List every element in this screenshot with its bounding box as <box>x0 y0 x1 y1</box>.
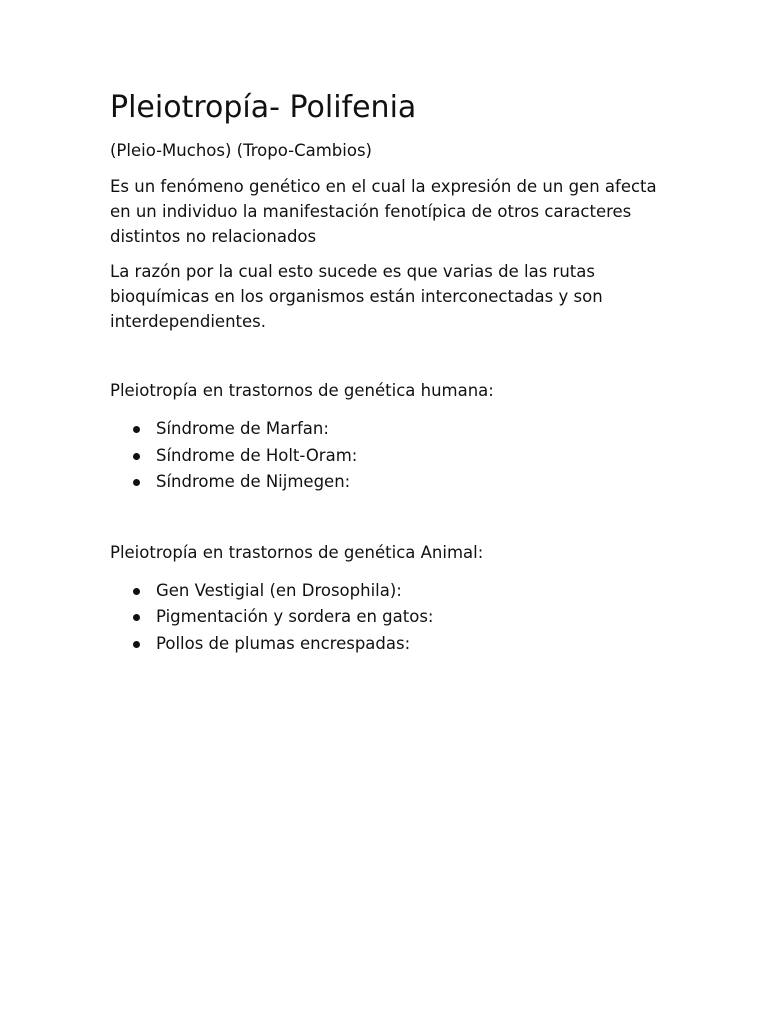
bullet-icon <box>133 641 140 648</box>
document-body <box>110 88 670 657</box>
bullet-icon <box>133 588 140 595</box>
list-item <box>110 469 670 496</box>
bullet-icon <box>133 453 140 460</box>
bullet-icon <box>133 614 140 621</box>
list-item-text: Síndrome de Marfan: <box>156 419 329 438</box>
animal-disorders-list <box>110 578 670 658</box>
bullet-icon <box>133 426 140 433</box>
bullet-icon <box>133 479 140 486</box>
list-item <box>110 443 670 470</box>
list-item <box>110 604 670 631</box>
document-subtitle: (Pleio-Muchos) (Tropo-Cambios) <box>110 141 372 160</box>
list-item-text: Síndrome de Nijmegen: <box>156 472 351 491</box>
explanation-paragraph: La razón por la cual esto sucede es que varias de las rutas bioquímicas en los organismos están interconectadas y son interdependientes. <box>110 262 603 331</box>
animal-disorders-heading: Pleiotropía en trastornos de genética Animal: <box>110 542 484 562</box>
human-disorders-list <box>110 416 670 496</box>
list-item-text: Gen Vestigial (en Drosophila): <box>156 580 402 600</box>
list-item-text: Pollos de plumas encrespadas: <box>156 633 411 653</box>
list-item-text: Pigmentación y sordera en gatos: <box>156 607 434 626</box>
definition-paragraph: Es un fenómeno genético en el cual la expresión de un gen afecta en un individuo la manifestación fenotípica de otros caracteres distintos no relacionados <box>110 177 657 246</box>
document-title: Pleiotropía- Polifenia <box>110 90 417 125</box>
human-disorders-heading: Pleiotropía en trastornos de genética humana: <box>110 381 494 400</box>
list-item-text: Síndrome de Holt-Oram: <box>156 445 358 465</box>
list-item <box>110 416 670 443</box>
list-item <box>110 578 670 605</box>
list-item <box>110 631 670 658</box>
